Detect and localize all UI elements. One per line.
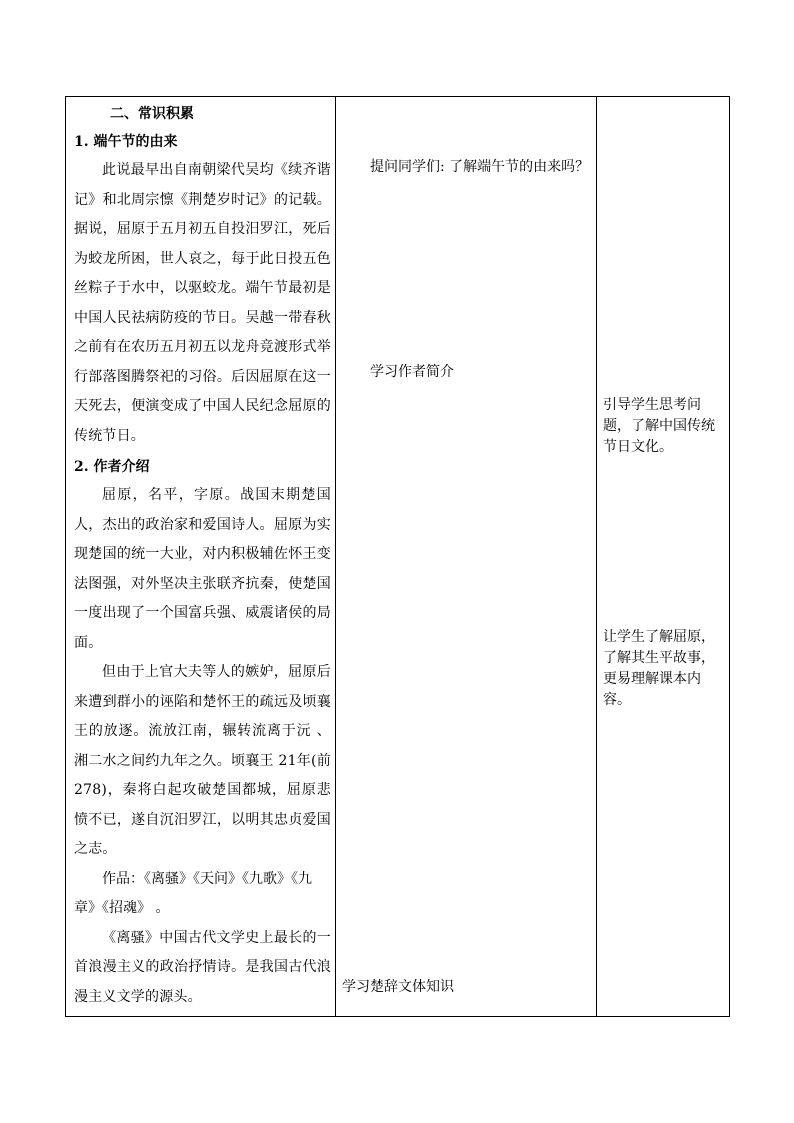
festival-origin-paragraph: 此说最早出自南朝梁代吴均《续齐谐记》和北周宗懔《荆楚岁时记》的记载。据说，屈原于五月初五自投汨罗江，死后为蛟龙所困，世人哀之，每于此日投五色丝粽子于水中，以驱蛟龙。端午节最初是中国人民祛病防疫的节日。吴越一带春秋之前有在农历五月初五以龙舟竞渡形式举行部落图腾祭祀的习俗。后因屈原在这一天死去，便演变成了中国人民纪念屈原的传统节日。 bbox=[74, 162, 331, 444]
author-exile-paragraph: 但由于上官大夫等人的嫉妒，屈原后来遭到群小的诬陷和楚怀王的疏远及顷襄王的放逐。流放江南，辗转流离于沅 、湘二水之间约九年之久。顷襄王 21年(前 278)，秦将白起攻破楚国都城，屈原悲愤不已，遂自沉汨罗江，以明其忠贞爱国之志。 bbox=[74, 664, 331, 857]
activity-festival-question: 提问同学们: 了解端午节的由来吗？ bbox=[370, 159, 590, 175]
content-column bbox=[66, 97, 336, 1017]
author-works-paragraph: 作品：《离骚》《天问》《九歌》《九章》《招魂》 。 bbox=[74, 870, 312, 916]
topic-heading-author-intro: 2. 作者介绍 bbox=[74, 459, 150, 475]
lisao-paragraph: 《离骚》中国古代文学史上最长的一首浪漫主义的政治抒情诗。是我国古代浪漫主义文学的源头。 bbox=[74, 929, 331, 1005]
section-heading: 二、常识积累 bbox=[110, 106, 194, 122]
topic-heading-festival-origin: 1. 端午节的由来 bbox=[74, 134, 178, 150]
activity-author-intro: 学习作者简介 bbox=[370, 364, 454, 380]
activity-column bbox=[336, 97, 597, 1017]
purpose-festival: 引导学生思考问题，了解中国传统节日文化。 bbox=[603, 397, 715, 455]
author-bio-paragraph: 屈原，名平，字原。战国末期楚国人，杰出的政治家和爱国诗人。屈原为实现楚国的统一大业，对内积极辅佐怀王变法图强，对外坚决主张联齐抗秦，使楚国一度出现了一个国富兵强、威震诸侯的局面。 bbox=[74, 487, 331, 651]
lesson-plan-table bbox=[65, 96, 730, 1017]
purpose-author: 让学生了解屈原，了解其生平故事，更易理解课本内容。 bbox=[603, 629, 715, 708]
table-row bbox=[66, 97, 730, 1017]
activity-chuci-knowledge: 学习楚辞文体知识 bbox=[342, 979, 454, 995]
purpose-column bbox=[597, 97, 730, 1017]
